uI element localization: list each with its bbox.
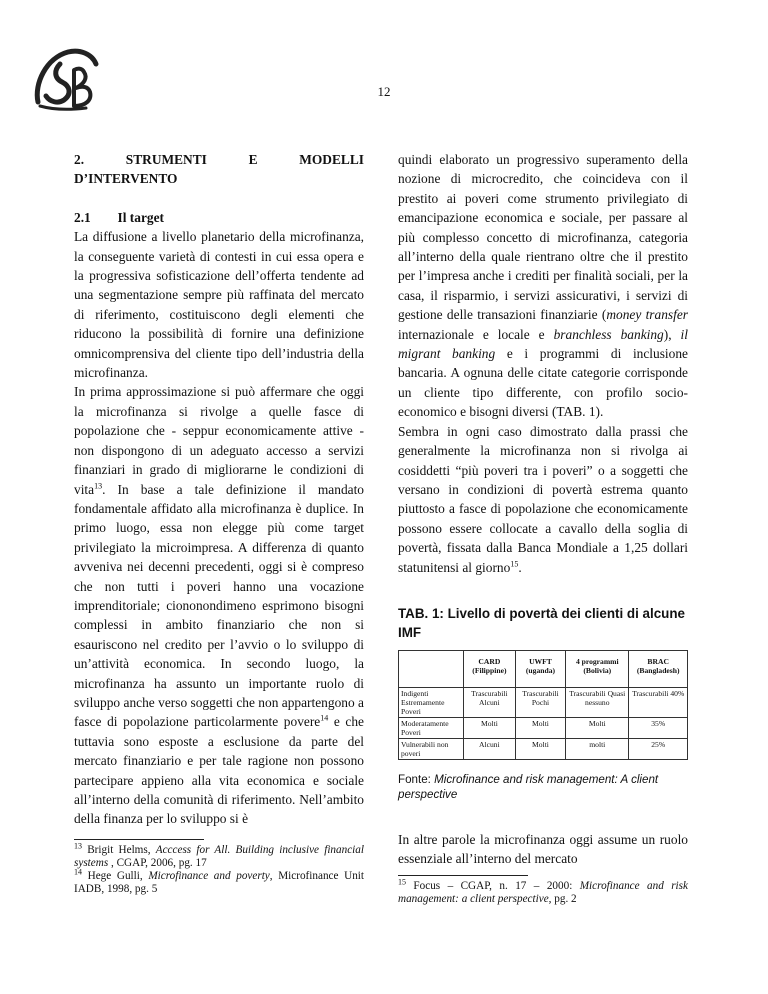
- footnote-ref-13[interactable]: 13: [94, 481, 103, 491]
- section-word-strumenti: STRUMENTI: [125, 152, 207, 167]
- left-column: [74, 150, 364, 896]
- table-cell: 25%: [629, 738, 688, 759]
- table-row-label: Moderatamente Poveri: [399, 717, 464, 738]
- right-column: [398, 150, 688, 906]
- table-row: [399, 717, 688, 738]
- table-row: [399, 687, 688, 717]
- section-word-modelli: MODELLI: [299, 152, 364, 167]
- table-cell: Molti: [566, 717, 629, 738]
- table-cell: Alcuni: [464, 738, 516, 759]
- footnote-14: $^{14}$ Hege Gulli, Microfinance and poverty, Microfinance Unit IADB, 1998, pg. 5: [74, 867, 364, 895]
- paragraph: quindi elaborato un progressivo superamento della nozione di microcredito, che coincideva con il prestito ai poveri come strumento privilegiato di emancipazione economica e sociale, per passare al più complesso concetto di microfinanza, categoria all’interno della quale rientrano oltre che il prestito per l’impresa anche i crediti per finalità sociali, per la casa, il risparmio, i servizi assicurativi, i servizi di gestione delle transazioni finanziarie (money transfer internazionale e locale e branchless banking), il migrant banking e i programmi di inclusione bancaria. A ognuna delle citate categorie corrisponde un cliente tipo differente, con profilo socio-economico e bisogni diversi (TAB. 1).: [398, 152, 688, 420]
- section-heading-line2: D’INTERVENTO: [74, 171, 178, 187]
- footnote-ref-15[interactable]: 15: [510, 559, 519, 569]
- footnote-ref-14[interactable]: 14: [320, 713, 329, 723]
- poverty-table: [398, 650, 688, 760]
- table-row-label: Indigenti Estremamente Poveri: [399, 687, 464, 717]
- table-header-cell: UWFT (uganda): [515, 650, 565, 687]
- table-cell: Trascurabili Pochi: [515, 687, 565, 717]
- table-row: [399, 738, 688, 759]
- section-number: 2.: [74, 152, 85, 167]
- table-cell: Molti: [515, 717, 565, 738]
- subsection-title: 2.1 Il target: [74, 209, 164, 225]
- table-header-cell: BRAC (Bangladesh): [629, 650, 688, 687]
- section-word-e: E: [248, 152, 258, 167]
- page-number: 12: [377, 84, 391, 99]
- table-cell: Molti: [515, 738, 565, 759]
- table-row-label: Vulnerabili non poveri: [399, 738, 464, 759]
- paragraph: La diffusione a livello planetario della microfinanza, la conseguente varietà di contesti in cui essa opera e la progressiva sofisticazione dell’offerta tendente ad una segmentazione sempre più raffinata del mercato di riferimento, costituiscono degli elementi che riducono la possibilità di fornire una definizione omnicomprensiva del cliente tipo dell’industria della microfinanza.: [74, 229, 364, 381]
- footnote-divider: [398, 875, 528, 876]
- section-heading: [74, 150, 364, 169]
- table-cell: Trascurabili Quasi nessuno: [566, 687, 629, 717]
- footnote-15: $^{15}$ Focus – CGAP, n. 17 – 2000: Microfinance and risk management: a client perspective, pg. 2: [398, 877, 688, 905]
- logo-icon: [30, 44, 102, 116]
- paragraph: Sembra in ogni caso dimostrato dalla prassi che generalmente la microfinanza non si rivolga ai cosiddetti “più poveri tra i poveri” o a soggetti che versano in condizioni di povertà estrema quanto piuttosto a fasce di popolazione che economicamente possono essere collocate a cavallo della soglia di povertà, fissata dalla Banca Mondiale a 1,25 dollari statunitensi al giorno$^{15}$.: [398, 423, 688, 575]
- table-cell: Molti: [464, 717, 516, 738]
- table-cell: Trascurabili 40%: [629, 687, 688, 717]
- table-cell: 35%: [629, 717, 688, 738]
- footnote-divider: [74, 839, 204, 840]
- paragraph: In prima approssimazione si può affermare che oggi la microfinanza si rivolge a quelle fasce di popolazione che - seppur economicamente attive - non dispongono di un adeguato accesso a servizi finanziari in grado di migliorarne le condizioni di vita$^{13}$. In base a tale definizione il mandato fondamentale affidato alla microfinanza è duplice. In primo luogo, essa non elegge più come target privilegiato la microimpresa. A differenza di quanto avveniva nei decenni precedenti, oggi si è compreso che non tutti i poveri hanno una vocazione imprenditoriale; ciononondimeno esprimono bisogni complessi in ambito finanziario che non si esauriscono nel credito per l’avvio o lo sviluppo di un’attività economica. In secondo luogo, la microfinanza ha assunto un importante ruolo di sviluppo anche verso soggetti che non appartengono a fasce di popolazione particolarmente povere$^{14}$ e che tuttavia sono esposte a esclusione da parte del mercato finanziario e per tale ragione non possono partecipare appieno alla vita economica e sociale all’interno della comunità di riferimento. Nell’ambito della finanza per lo sviluppo si è: [74, 384, 364, 827]
- table-header-cell: CARD (Filippine): [464, 650, 516, 687]
- paragraph: In altre parole la microfinanza oggi assume un ruolo essenziale all’interno del mercato: [398, 831, 688, 867]
- table-cell: Trascurabili Alcuni: [464, 687, 516, 717]
- table-cell: molti: [566, 738, 629, 759]
- table-title: TAB. 1: Livello di povertà dei clienti di alcune IMF: [398, 605, 685, 640]
- table-source: Fonte: Microfinance and risk management: A client perspective: [398, 772, 659, 801]
- table-header-cell: 4 programmi (Bolivia): [566, 650, 629, 687]
- footnote-13: $^{13}$ Brigit Helms, Acccess for All. Building inclusive financial systems , CGAP, 2006, pg. 17: [74, 841, 364, 869]
- table-header-cell: [399, 650, 464, 687]
